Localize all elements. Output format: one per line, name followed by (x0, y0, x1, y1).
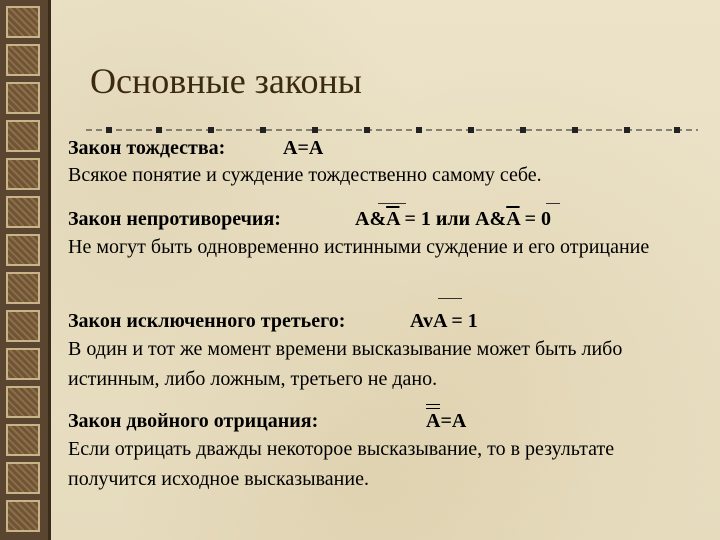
law-double-negation-formula: A=A (426, 410, 467, 432)
negation-bar (378, 203, 406, 204)
law-excluded-middle-heading: Закон исключенного третьего: (68, 310, 346, 332)
law-identity-formula: A=A (283, 137, 324, 159)
border-tile (6, 386, 40, 418)
title-divider (86, 126, 698, 134)
border-tile (6, 272, 40, 304)
border-tile (6, 310, 40, 342)
border-tile (6, 120, 40, 152)
law-excluded-middle-formula: AvA = 1 (410, 310, 478, 332)
law-identity-text: Всякое понятие и суждение тождественно самому себе. (68, 164, 542, 186)
law-identity-heading: Закон тождества: (68, 137, 226, 159)
border-tile (6, 424, 40, 456)
negation-bar (546, 203, 560, 204)
law-excluded-middle-text: В один и тот же момент времени высказывание может быть либо истинным, либо ложным, третьего не дано. (68, 338, 623, 390)
border-tile (6, 158, 40, 190)
border-tile (6, 462, 40, 494)
border-tile (6, 500, 40, 532)
border-tile (6, 82, 40, 114)
law-double-negation-text: Если отрицать дважды некоторое высказывание, то в результате получится исходное высказывание. (68, 438, 615, 490)
law-double-negation-heading: Закон двойного отрицания: (68, 410, 319, 432)
border-tile (6, 196, 40, 228)
law-noncontradiction-formula: $A\&\overline{A} = 1$ или $A\&\overline{A} = 0$ (355, 208, 551, 230)
border-tile (6, 6, 40, 38)
law-noncontradiction-text: Не могут быть одновременно истинными суждение и его отрицание (68, 236, 650, 258)
negation-bar (438, 298, 462, 299)
decorative-side-border (0, 0, 51, 540)
slide-title: Основные законы (90, 61, 362, 101)
border-tile (6, 44, 40, 76)
law-noncontradiction-heading: Закон непротиворечия: (68, 208, 281, 230)
border-tile (6, 348, 40, 380)
border-tile (6, 234, 40, 266)
